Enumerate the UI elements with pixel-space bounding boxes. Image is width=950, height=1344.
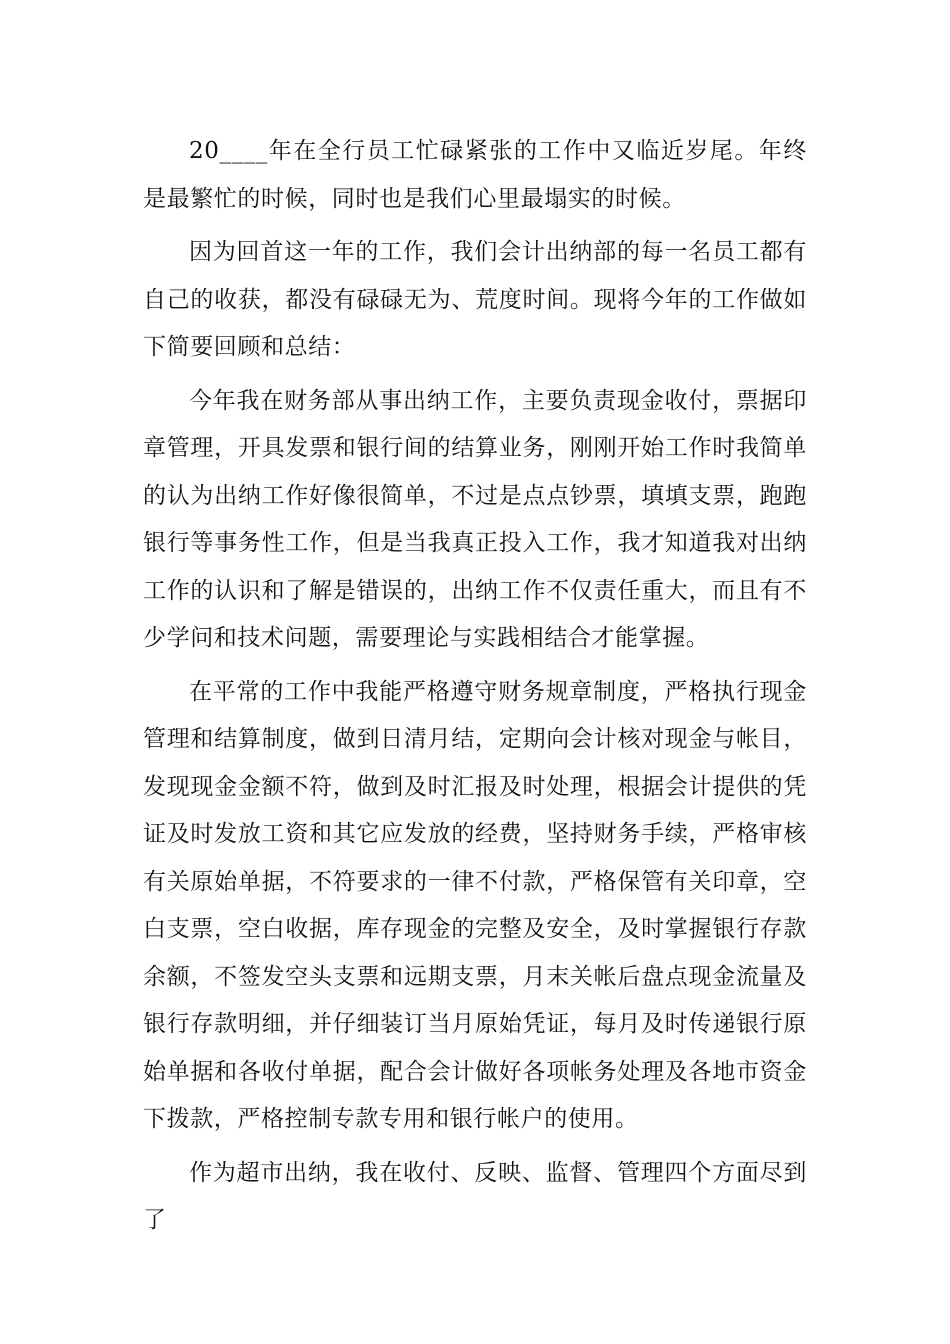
paragraph-cashier-duties: 今年我在财务部从事出纳工作，主要负责现金收付，票据印章管理，开具发票和银行间的结算业务，刚刚开始工作时我简单的认为出纳工作好像很简单，不过是点点钞票，填填支票，跑跑银行等事务性工作，但是当我真正投入工作，我才知道我对出纳工作的认识和了解是错误的，出纳工作不仅责任重大，而且有不少学问和技术问题，需要理论与实践相结合才能掌握。 (143, 387, 807, 651)
paragraph-supermarket-cashier: 作为超市出纳，我在收付、反映、监督、管理四个方面尽到了 (143, 1159, 807, 1233)
paragraph-year-end-intro: 20____年在全行员工忙碌紧张的工作中又临近岁尾。年终是最繁忙的时候，同时也是我们心里最塌实的时候。 (143, 138, 807, 212)
document-body (143, 128, 807, 1245)
paragraph-daily-work: 在平常的工作中我能严格遵守财务规章制度，严格执行现金管理和结算制度，做到日清月结，定期向会计核对现金与帐目，发现现金金额不符，做到及时汇报及时处理，根据会计提供的凭证及时发放工资和其它应发放的经费，坚持财务手续，严格审核有关原始单据，不符要求的一律不付款，严格保管有关印章，空白支票，空白收据，库存现金的完整及安全，及时掌握银行存款余额，不签发空头支票和远期支票，月末关帐后盘点现金流量及银行存款明细，并仔细装订当月原始凭证，每月及时传递银行原始单据和各收付单据，配合会计做好各项帐务处理及各地市资金下拨款，严格控制专款专用和银行帐户的使用。 (143, 678, 807, 1132)
paragraph-review-summary: 因为回首这一年的工作，我们会计出纳部的每一名员工都有自己的收获，都没有碌碌无为、荒度时间。现将今年的工作做如下简要回顾和总结： (143, 239, 807, 360)
